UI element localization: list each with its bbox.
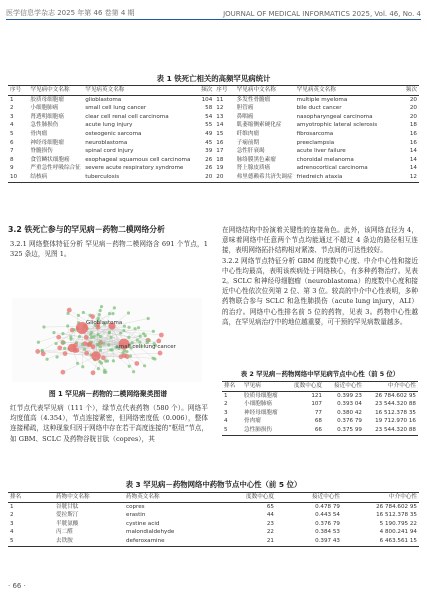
drug-node	[72, 328, 75, 331]
disease-node	[159, 333, 164, 338]
table-row	[8, 121, 419, 130]
table-cell: 20	[216, 173, 224, 180]
table-cell: 小细胞肺癌	[244, 401, 272, 408]
disease-node	[84, 335, 89, 340]
table3-col-header: 接近中心性	[312, 494, 340, 500]
drug-node	[37, 341, 40, 344]
table-cell: 14	[409, 148, 417, 155]
table-cell: amyotrophic lateral sclerosis	[296, 122, 378, 129]
table-cell: glioblastoma	[85, 96, 122, 103]
table-row	[8, 104, 419, 113]
table-cell: 14	[409, 165, 417, 172]
table-cell: 107	[311, 401, 322, 408]
table-cell: 严重急性呼吸综合征	[30, 165, 81, 172]
table3-caption: 表 3 罕见病－药物网络中药物节点中心性（前 5 位）	[125, 480, 302, 489]
table-cell: 5 190.795 22	[379, 520, 417, 527]
table-cell: 2	[10, 512, 14, 519]
table-cell: 9	[10, 165, 14, 172]
paragraph-right-column	[222, 225, 418, 327]
table-cell: 55	[205, 122, 213, 129]
table-cell: 65	[266, 503, 274, 510]
disease-node	[63, 351, 68, 356]
table2-col-header: 度数中心度	[294, 383, 322, 389]
drug-node	[61, 332, 64, 335]
table-cell: 23 544.320 88	[375, 426, 416, 433]
drug-node	[99, 309, 102, 312]
drug-node	[128, 365, 131, 368]
table-cell: 0.397 43	[315, 537, 340, 544]
drug-node	[97, 367, 100, 370]
table-cell: esophageal squamous cell carcinoma	[85, 156, 191, 163]
table-cell: 23 544.320 88	[375, 401, 416, 408]
disease-node	[88, 342, 93, 347]
table1-col-header: 序号	[216, 87, 228, 93]
table-cell: 半胱氨酸	[56, 520, 79, 527]
table-cell: 77	[314, 409, 322, 416]
drug-node	[137, 326, 140, 329]
table-cell: acute liver failure	[296, 148, 346, 155]
drug-node	[122, 329, 125, 332]
table-row	[8, 537, 419, 546]
table-cell: 0.384 53	[315, 529, 340, 536]
right-paragraph-part: 在网络结构中扮演着关键性的连接角色。此外，该网络直径为 4，意味着网络中任意两个节点均能通过不超过 4 条边的路径相互连接，表明网络拓扑结构相对紧凑、节点间的可达性较好。	[222, 226, 418, 255]
table-cell: 脉络膜黑色素瘤	[236, 156, 276, 163]
table-cell: 神经母细胞瘤	[30, 139, 64, 146]
table-row	[8, 528, 419, 537]
table-cell: 0.478 79	[315, 503, 340, 510]
drug-node	[45, 358, 48, 361]
right-paragraph-part: 3.2.2 网络节点特征分析 GBM 的度数中心度、中介中心性和接近中心性均最高，表明该疾病处于网络核心，有多种药物治疗。见表 2。SCLC 和神经母细胞瘤（neuroblastoma）的度数中心度和接近中心性依次位列第 2 位、第 3 位。较高的中介中心性表明，多种药物联合参与 SCLC 和急性肺损伤（acute lung injury，ALI）的治疗。网络中心性排名前 5 位的药物，见表 3。药物中心性越高，在罕见病治疗中的地位越重要，可干预的罕见病数量越多。	[222, 256, 418, 326]
table-cell: 121	[311, 392, 322, 399]
table1-body	[8, 95, 419, 182]
drug-node	[147, 317, 150, 320]
drug-node	[98, 313, 101, 316]
table-row	[8, 95, 419, 104]
table-cell: 4	[10, 122, 14, 129]
table3-col-header: 度数中心度	[246, 494, 274, 500]
table-cell: 68	[314, 418, 322, 425]
table-cell: 1	[10, 96, 14, 103]
disease-node	[35, 349, 40, 354]
disease-node	[119, 354, 124, 359]
drug-node	[109, 336, 112, 339]
table2-col-header: 接近中心性	[334, 383, 362, 389]
table1-col-header: 罕见病英文名称	[296, 87, 336, 93]
table-cell: 纤维肉瘤	[236, 130, 260, 137]
table-cell: 17	[216, 148, 224, 155]
table-cell: cystine acid	[126, 520, 160, 527]
table-cell: spinal cord injury	[85, 148, 134, 155]
drug-node	[108, 312, 111, 315]
table-cell: 丙二醛	[56, 529, 73, 536]
table-cell: 18	[216, 156, 224, 163]
table1-caption: 表 1 铁死亡相关的高频罕见病统计	[156, 74, 271, 83]
table3-col-header: 药物英文名称	[126, 494, 160, 500]
drug-node	[127, 311, 130, 314]
drug-node	[76, 362, 79, 365]
drug-node	[132, 370, 135, 373]
table-row	[222, 400, 418, 409]
table-cell: 104	[201, 96, 213, 103]
table-cell: 肌萎缩侧索硬化症	[236, 122, 282, 129]
table-cell: bile duct cancer	[296, 105, 342, 112]
network-graph	[12, 298, 202, 382]
table-cell: adrenocortical carcinoma	[296, 165, 368, 172]
drug-node	[142, 332, 145, 335]
table-row	[8, 502, 419, 511]
disease-node	[90, 314, 95, 319]
table2-col-header: 罕见病	[244, 383, 261, 389]
table-cell: 肾透明细胞癌	[30, 113, 64, 120]
table-cell: copres	[126, 503, 145, 510]
table-cell: 16	[409, 130, 417, 137]
table-cell: 胶质母细胞瘤	[30, 96, 64, 103]
table1-col-header: 罕见病中文名称	[30, 87, 70, 93]
disease-node	[158, 351, 163, 356]
table-cell: 爱拉斯汀	[56, 512, 79, 519]
table-cell: 神经母细胞瘤	[244, 409, 278, 416]
table-cell: 44	[266, 512, 274, 519]
drug-node	[61, 341, 64, 344]
disease-node	[91, 370, 96, 375]
table-cell: 食管鳞状细胞癌	[30, 156, 70, 163]
table-cell: erastin	[126, 512, 146, 519]
drug-node	[109, 348, 112, 351]
table-cell: 胶质母细胞瘤	[244, 392, 278, 399]
node-label: small cell lung cancer	[116, 344, 176, 350]
table-cell: 急性肺损伤	[30, 122, 59, 129]
drug-node	[104, 371, 107, 374]
table-cell: 14	[216, 122, 224, 129]
table-cell: 16 512.378 35	[376, 512, 417, 519]
hub-node	[68, 344, 76, 352]
drug-node	[98, 360, 101, 363]
table-cell: 1	[10, 503, 14, 510]
table2-col-header: 排名	[224, 383, 236, 389]
drug-node	[90, 331, 93, 334]
table-cell: 66	[314, 426, 322, 433]
table-row	[8, 173, 419, 182]
table-cell: 4	[224, 418, 228, 425]
paragraph-network-nodes: 红节点代表罕见病（111 个），绿节点代表药物（580 个）。网络平均度值高（4.354），节点连接紧密，但网络密度低（0.006），整体连接稀疏，这种现象归因于网络中存在若干高度连接的“枢纽”节点，如 GBM、SCLC 及药物谷胱甘肽（copres），其	[10, 404, 208, 443]
table-cell: 0.376 79	[337, 418, 362, 425]
table-row	[8, 130, 419, 139]
table1-col-header: 序号	[10, 87, 22, 93]
disease-node	[67, 308, 72, 313]
table-cell: 弗里德赖希共济失调症	[236, 173, 293, 180]
table-cell: 子痫前期	[236, 139, 260, 146]
disease-node	[60, 370, 65, 375]
table-row	[222, 426, 418, 435]
drug-node	[41, 349, 44, 352]
table-row	[8, 156, 419, 165]
table-cell: 21	[266, 537, 274, 544]
table1-col-header: 罕见病中文名称	[236, 87, 276, 93]
drug-node	[123, 324, 126, 327]
drug-node	[108, 331, 111, 334]
hub-node	[91, 351, 101, 361]
drug-node	[66, 324, 69, 327]
table1-col-header: 频次	[405, 87, 417, 93]
table-cell: 6 463.561 15	[379, 537, 417, 544]
table-cell: 0.393 04	[337, 401, 362, 408]
table-cell: 16	[409, 139, 417, 146]
table-cell: 5	[224, 426, 228, 433]
drug-node	[119, 331, 122, 334]
table-cell: small cell lung cancer	[85, 105, 147, 112]
table-cell: nasopharyngeal carcinoma	[296, 113, 373, 120]
drug-node	[63, 347, 66, 350]
network-edge	[82, 327, 129, 328]
drug-node	[42, 325, 45, 328]
table-cell: 谷胱甘肽	[56, 503, 79, 510]
drug-node	[127, 336, 130, 339]
table-cell: deferoxamine	[126, 537, 165, 544]
drug-node	[112, 359, 115, 362]
table1-header-row	[8, 86, 419, 96]
table-row	[8, 520, 419, 529]
table-cell: neuroblastoma	[85, 139, 128, 146]
drug-node	[152, 330, 155, 333]
drug-node	[125, 350, 128, 353]
drug-node	[83, 348, 86, 351]
drug-node	[136, 338, 139, 341]
network-edge	[63, 356, 96, 372]
table-cell: 5	[10, 130, 14, 137]
drug-node	[111, 312, 114, 315]
table-cell: 45	[205, 139, 213, 146]
table-cell: 3	[10, 113, 14, 120]
drug-node	[77, 314, 80, 317]
table-cell: 16	[216, 139, 224, 146]
table2-body	[222, 391, 418, 435]
table-cell: 0.375 99	[337, 426, 362, 433]
running-header	[6, 4, 421, 18]
drug-node	[121, 352, 124, 355]
table3-header-row	[8, 493, 419, 503]
table-cell: 结核病	[30, 173, 48, 180]
table-cell: 3	[10, 520, 14, 527]
drug-node	[127, 326, 130, 329]
table-cell: 0.376 79	[315, 520, 340, 527]
drug-node	[153, 357, 156, 360]
table-cell: 39	[205, 148, 213, 155]
table-cell: 20	[205, 173, 213, 180]
table1-col-header: 频次	[201, 87, 213, 93]
table-cell: 20	[409, 113, 417, 120]
page-number: · 66 ·	[8, 582, 26, 590]
disease-node	[84, 351, 89, 356]
table-cell: acute lung injury	[85, 122, 133, 129]
table-cell: 骨肉瘤	[244, 418, 261, 425]
node-label: Glioblastoma	[86, 320, 123, 326]
table-cell: 26 784.602 95	[376, 503, 417, 510]
table-cell: 1	[224, 392, 228, 399]
table-cell: 4	[10, 529, 14, 536]
drug-node	[81, 365, 84, 368]
table-cell: 14	[409, 156, 417, 163]
table-cell: 5	[10, 537, 14, 544]
table-cell: 6	[10, 139, 14, 146]
table-cell: 肾上腺皮质癌	[236, 165, 271, 172]
disease-node	[101, 355, 106, 360]
table-cell: choroidal melanoma	[296, 156, 354, 163]
table-row	[8, 113, 419, 122]
table-cell: 20	[409, 96, 417, 103]
drug-node	[78, 335, 81, 338]
table-cell: 0.443 54	[315, 512, 340, 519]
table-cell: 11	[216, 96, 224, 103]
table-cell: 13	[216, 113, 224, 120]
drug-node	[129, 355, 132, 358]
table-cell: 7	[10, 148, 14, 155]
table-cell: 0.399 23	[337, 392, 362, 399]
table-cell: multiple myeloma	[296, 96, 348, 103]
table-cell: 54	[205, 113, 213, 120]
paragraph-network-overview: 3.2.1 网络整体特征分析 罕见病－药物二模网络含 691 个节点，1 325 条边，见图 1。	[10, 240, 208, 259]
table2-header-row	[222, 382, 418, 392]
table-cell: 4 800.241 94	[379, 529, 417, 536]
drug-node	[52, 331, 55, 334]
network-figure	[12, 298, 202, 382]
header-rule	[6, 19, 421, 20]
table1	[8, 85, 419, 183]
drug-node	[99, 335, 102, 338]
section-title: 3.2 铁死亡参与的罕见病－药物二模网络分析	[8, 225, 165, 234]
table1-col-header: 罕见病英文名称	[85, 87, 125, 93]
table-cell: 15	[216, 130, 224, 137]
table-cell: 49	[205, 130, 213, 137]
table-cell: severe acute respiratory syndrome	[85, 165, 184, 172]
table3-col-header: 药物中文名称	[56, 494, 90, 500]
table-cell: 2	[10, 105, 14, 112]
table-row	[8, 139, 419, 148]
table-row	[8, 511, 419, 520]
table-cell: 骨肉瘤	[30, 130, 48, 137]
disease-node	[134, 361, 139, 366]
disease-node	[56, 335, 61, 340]
drug-node	[133, 327, 136, 330]
drug-node	[82, 311, 85, 314]
table-row	[222, 417, 418, 426]
table-cell: preeclampsia	[296, 139, 335, 146]
table-cell: 26	[205, 165, 213, 172]
disease-node	[57, 345, 62, 350]
table-cell: friedreich ataxia	[296, 173, 343, 180]
table-cell: 多发性骨髓瘤	[236, 96, 271, 103]
drug-node	[81, 343, 84, 346]
drug-node	[98, 340, 101, 343]
table-row	[8, 164, 419, 173]
drug-node	[69, 338, 72, 341]
drug-node	[90, 336, 93, 339]
drug-node	[143, 364, 146, 367]
table-cell: fibrosarcoma	[296, 130, 334, 137]
table-cell: clear cell renal cell carcinoma	[85, 113, 169, 120]
table3-col-header: 中介中心性	[389, 494, 417, 500]
table-cell: 胆管癌	[236, 105, 254, 112]
journal-name-cn: 医学信息学杂志 2025 年第 46 卷第 4 期	[6, 9, 135, 17]
journal-name-en: JOURNAL OF MEDICAL INFORMATICS 2025, Vol. 46, No. 4	[223, 10, 421, 18]
drug-node	[55, 355, 58, 358]
table-cell: 22	[266, 529, 274, 536]
table-cell: 去铁胺	[56, 537, 73, 544]
drug-node	[54, 342, 57, 345]
drug-node	[99, 349, 102, 352]
disease-node	[156, 339, 161, 344]
drug-node	[139, 334, 142, 337]
table-cell: 0.380 42	[337, 409, 362, 416]
table-cell: 2	[224, 401, 228, 408]
drug-node	[113, 306, 116, 309]
table-cell: 急性肝衰竭	[236, 148, 265, 155]
table2-caption: 表 2 罕见病－药物网络中罕见病节点中心性（前 5 位）	[240, 370, 400, 378]
table-cell: tuberculosis	[85, 173, 120, 180]
table-cell: 18	[409, 122, 417, 129]
table-cell: 58	[205, 105, 213, 112]
table-row	[222, 391, 418, 400]
table-cell: malondialdehyde	[126, 529, 175, 536]
table3-body	[8, 502, 419, 546]
table-cell: 16 512.378 35	[375, 409, 416, 416]
table3	[8, 492, 419, 547]
table-cell: 20	[409, 105, 417, 112]
drug-node	[100, 305, 103, 308]
table-cell: 8	[10, 156, 14, 163]
table-cell: 小细胞肺癌	[30, 105, 59, 112]
table-cell: 12	[409, 173, 417, 180]
table-cell: osteogenic sarcoma	[85, 130, 142, 137]
table2	[222, 381, 418, 436]
table-row	[222, 409, 418, 418]
network-edge	[82, 328, 153, 331]
table-cell: 鼻咽癌	[236, 113, 254, 120]
table-cell: 3	[224, 409, 228, 416]
table-cell: 19 712.970 16	[375, 418, 416, 425]
table-cell: 脊髓损伤	[30, 148, 53, 155]
table-row	[8, 147, 419, 156]
drug-node	[104, 359, 107, 362]
drug-node	[107, 343, 110, 346]
table2-col-header: 中介中心性	[388, 383, 416, 389]
table-cell: 急性肺损伤	[244, 426, 272, 433]
table-cell: 10	[10, 173, 18, 180]
figure1-caption: 图 1 罕见病－药物的二模网络聚类图谱	[48, 390, 168, 398]
table-cell: 26	[205, 156, 213, 163]
table-cell: 19	[216, 165, 224, 172]
table-cell: 23	[266, 520, 274, 527]
drug-node	[99, 345, 102, 348]
table-cell: 12	[216, 105, 224, 112]
disease-node	[41, 351, 46, 356]
table-cell: 26 784.602 95	[375, 392, 416, 399]
table3-col-header: 排名	[10, 494, 22, 500]
